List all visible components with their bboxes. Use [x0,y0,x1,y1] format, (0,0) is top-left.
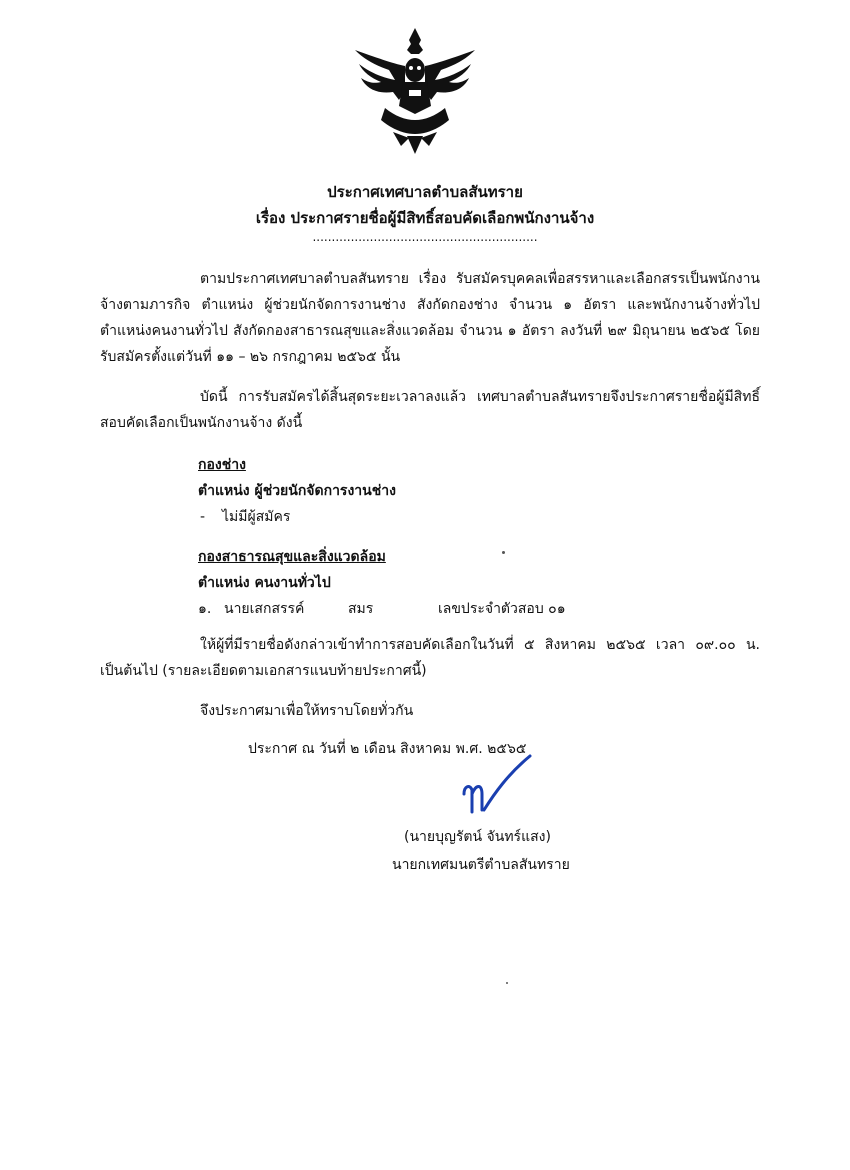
paragraph-announcement-text: บัดนี้ การรับสมัครได้สิ้นสุดระยะเวลาลงแล้ว เทศบาลตำบลสันทรายจึงประกาศรายชื่อผู้มีสิทธิ์สอบคัดเลือกเป็นพนักงานจ้าง ดังนี้ [100,389,760,431]
candidate-last-name: สมร [348,601,374,617]
no-applicants-note: ไม่มีผู้สมัคร [222,509,291,525]
paragraph-intro [100,266,760,370]
scan-speck [502,551,505,554]
section-engineering-position: ตำแหน่ง ผู้ช่วยนักจัดการงานช่าง [198,483,396,499]
scan-speck [506,982,508,984]
candidate-number: ๑. [198,601,212,617]
paragraph-intro-text: ตามประกาศเทศบาลตำบลสันทราย เรื่อง รับสมัครบุคคลเพื่อสรรหาและเลือกสรรเป็นพนักงานจ้างตามภารกิจ ตำแหน่ง ผู้ช่วยนักจัดการงานช่าง สังกัดกองช่าง จำนวน ๑ อัตรา และพนักงานจ้างทั่วไป ตำแหน่งคนงานทั่วไป สังกัดกองสาธารณสุขและสิ่งแวดล้อม จำนวน ๑ อัตรา ลงวันที่ ๒๙ มิถุนายน ๒๕๖๕ โดยรับสมัครตั้งแต่วันที่ ๑๑ – ๒๖ กรกฎาคม ๒๕๖๕ นั้น [100,271,760,365]
note-bullet: - [200,509,206,525]
signatory-name: (นายบุญรัตน์ จันทร์แสง) [404,829,551,845]
announcement-subject: เรื่อง ประกาศรายชื่อผู้มีสิทธิ์สอบคัดเลือกพนักงานจ้าง [255,209,595,227]
garuda-emblem-icon [345,20,485,160]
candidate-exam-id: เลขประจำตัวสอบ ๐๑ [438,601,566,617]
title-separator: ........................................................... [312,230,538,244]
signatory-role: นายกเทศมนตรีตำบลสันทราย [392,857,570,873]
closing-statement: จึงประกาศมาเพื่อให้ทราบโดยทั่วกัน [200,703,414,719]
announcement-title: ประกาศเทศบาลตำบลสันทราย [327,183,523,201]
paragraph-exam-schedule-text: ให้ผู้ที่มีรายชื่อดังกล่าวเข้าทำการสอบคัดเลือกในวันที่ ๕ สิงหาคม ๒๕๖๕ เวลา ๐๙.๐๐ น. เป็นต้นไป (รายละเอียดตามเอกสารแนบท้ายประกาศนี้) [100,637,760,679]
section-public-health-position: ตำแหน่ง คนงานทั่วไป [198,575,331,591]
candidate-first-name: นายเสกสรรค์ [224,601,305,617]
section-public-health [198,544,566,622]
section-engineering-note-row [198,504,396,530]
candidate-row [198,596,566,622]
paragraph-exam-schedule [100,632,760,684]
section-engineering-heading: กองช่าง [198,457,246,473]
announce-date: ประกาศ ณ วันที่ ๒ เดือน สิงหาคม พ.ศ. ๒๕๖๕ [248,741,527,757]
section-engineering [198,452,396,530]
paragraph-announcement [100,384,760,436]
section-public-health-heading: กองสาธารณสุขและสิ่งแวดล้อม [198,549,386,565]
